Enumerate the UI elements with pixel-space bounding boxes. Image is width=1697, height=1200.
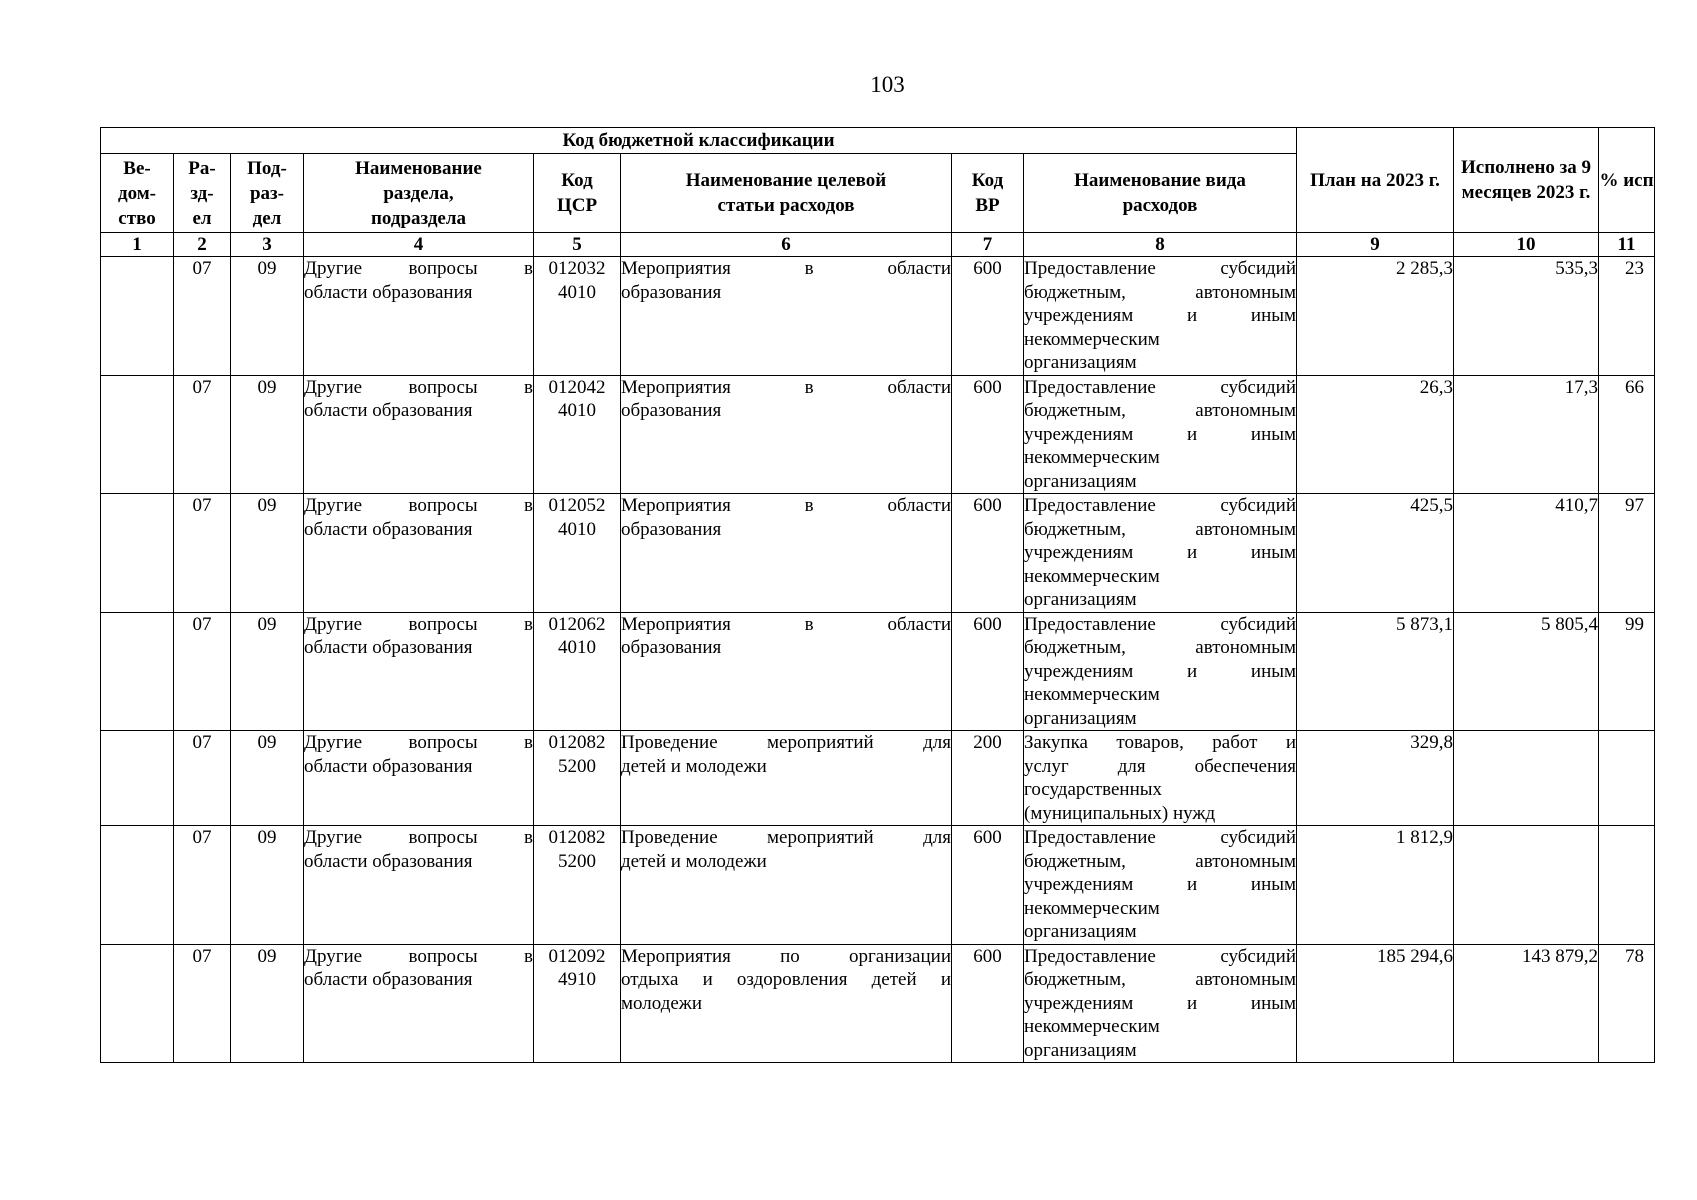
cell-naim-statyi-line: молодежи — [621, 992, 703, 1014]
cell-naim-statyi — [621, 944, 952, 1063]
header-podrazdel: Под- раз- дел — [231, 154, 304, 233]
cell-plan: 425,5 — [1297, 494, 1454, 613]
cell-podrazdel: 09 — [231, 826, 304, 945]
cell-naim-statyi-line: образования — [621, 400, 722, 421]
cell-naim-razdela-line: области образования — [304, 850, 473, 872]
cell-naim-vida — [1024, 612, 1297, 731]
cell-kod-csr-part: 012052 — [548, 495, 606, 516]
header-column-number: 8 — [1024, 233, 1297, 257]
header-naim-vida: Наименование вида расходов — [1024, 154, 1297, 233]
header-kod-vr: Код ВР — [952, 154, 1024, 233]
cell-razdel: 07 — [174, 826, 231, 945]
cell-ispolneno: 5 805,4 — [1454, 612, 1599, 731]
cell-kod-csr-part: 4010 — [558, 400, 596, 421]
cell-naim-vida — [1024, 494, 1297, 613]
cell-pct: 66 — [1599, 375, 1655, 494]
cell-naim-vida-line: учреждениям и иным — [1024, 874, 1297, 895]
cell-naim-razdela — [304, 612, 534, 731]
cell-naim-vida-line: некоммерческим — [1024, 328, 1160, 350]
cell-razdel: 07 — [174, 375, 231, 494]
budget-table — [100, 127, 1655, 1063]
cell-plan: 5 873,1 — [1297, 612, 1454, 731]
cell-razdel: 07 — [174, 944, 231, 1063]
cell-kod-vr: 600 — [952, 612, 1024, 731]
cell-kod-csr-part: 012092 — [548, 945, 606, 967]
cell-plan: 185 294,6 — [1297, 944, 1454, 1063]
cell-naim-vida-line: организациям — [1024, 707, 1137, 729]
cell-kod-csr-part: 5200 — [558, 850, 596, 872]
cell-podrazdel: 09 — [231, 375, 304, 494]
cell-naim-vida-line: Предоставление субсидий — [1024, 376, 1297, 398]
cell-kod-vr: 600 — [952, 826, 1024, 945]
table-row — [101, 375, 1655, 494]
cell-naim-vida-line: Закупка товаров, работ и — [1024, 732, 1297, 753]
cell-naim-statyi — [621, 612, 952, 731]
cell-naim-statyi — [621, 494, 952, 613]
table-row — [101, 257, 1655, 376]
cell-naim-vida-line: организациям — [1024, 470, 1137, 492]
cell-naim-razdela-line: области образования — [304, 518, 473, 540]
table-row — [101, 612, 1655, 731]
cell-ispolneno: 535,3 — [1454, 257, 1599, 376]
cell-naim-razdela-line: области образования — [304, 755, 473, 777]
cell-kod-csr-part: 4010 — [558, 518, 596, 540]
cell-podrazdel: 09 — [231, 731, 304, 826]
cell-pct: 23 — [1599, 257, 1655, 376]
cell-naim-razdela — [304, 826, 534, 945]
cell-naim-vida-line: Предоставление субсидий — [1024, 945, 1297, 967]
cell-naim-razdela-line: Другие вопросы в — [304, 827, 533, 848]
header-column-number: 7 — [952, 233, 1024, 257]
cell-naim-statyi-line: детей и молодежи — [621, 755, 767, 777]
cell-plan: 2 285,3 — [1297, 257, 1454, 376]
cell-naim-razdela-line: Другие вопросы в — [304, 495, 533, 516]
header-vedomstvo: Ве- дом- ство — [101, 154, 174, 233]
cell-kod-vr: 600 — [952, 944, 1024, 1063]
cell-naim-statyi-line: Мероприятия в области — [621, 258, 951, 279]
cell-kod-vr: 200 — [952, 731, 1024, 826]
header-column-number: 1 — [101, 233, 174, 257]
cell-naim-vida-line: некоммерческим — [1024, 897, 1160, 919]
cell-naim-statyi-line: детей и молодежи — [621, 850, 767, 872]
header-naim-statyi: Наименование целевой статьи расходов — [621, 154, 952, 233]
cell-naim-vida-line: бюджетным, автономным — [1024, 637, 1297, 658]
header-kod-csr: Код ЦСР — [534, 154, 621, 233]
header-group-title: Код бюджетной классификации — [101, 128, 1297, 154]
header-column-number: 2 — [174, 233, 231, 257]
cell-naim-razdela-line: Другие вопросы в — [304, 732, 533, 753]
cell-naim-razdela-line: Другие вопросы в — [304, 376, 533, 398]
cell-naim-vida-line: Предоставление субсидий — [1024, 495, 1297, 516]
cell-naim-vida-line: (муниципальных) нужд — [1024, 802, 1216, 824]
cell-ispolneno — [1454, 826, 1599, 945]
cell-kod-csr — [534, 826, 621, 945]
cell-kod-vr: 600 — [952, 257, 1024, 376]
cell-kod-csr — [534, 731, 621, 826]
cell-pct: 99 — [1599, 612, 1655, 731]
cell-vedomstvo — [101, 826, 174, 945]
header-razdel: Ра- зд- ел — [174, 154, 231, 233]
table-row — [101, 731, 1655, 826]
cell-naim-vida-line: некоммерческим — [1024, 447, 1160, 468]
header-column-number: 4 — [304, 233, 534, 257]
cell-naim-statyi-line: отдыха и оздоровления детей и — [621, 969, 951, 990]
cell-naim-statyi-line: Мероприятия по организации — [621, 945, 951, 967]
cell-naim-vida-line: некоммерческим — [1024, 565, 1160, 587]
header-column-number: 9 — [1297, 233, 1454, 257]
cell-naim-vida-line: бюджетным, автономным — [1024, 400, 1297, 421]
cell-naim-razdela-line: области образования — [304, 281, 473, 303]
cell-naim-vida — [1024, 257, 1297, 376]
cell-naim-vida-line: бюджетным, автономным — [1024, 969, 1297, 990]
cell-naim-vida-line: учреждениям и иным — [1024, 660, 1297, 682]
header-plan: План на 2023 г. — [1297, 128, 1454, 233]
cell-kod-csr — [534, 257, 621, 376]
header-pct: % исп — [1599, 128, 1655, 233]
cell-ispolneno: 410,7 — [1454, 494, 1599, 613]
cell-kod-vr: 600 — [952, 494, 1024, 613]
header-naim-razdela: Наименование раздела, подраздела — [304, 154, 534, 233]
cell-kod-csr-part: 012082 — [548, 827, 606, 848]
cell-naim-vida-line: учреждениям и иным — [1024, 542, 1297, 563]
cell-naim-vida — [1024, 731, 1297, 826]
cell-kod-csr — [534, 375, 621, 494]
cell-kod-csr-part: 4010 — [558, 637, 596, 658]
cell-naim-razdela — [304, 731, 534, 826]
cell-kod-csr-part: 012082 — [548, 732, 606, 753]
table-header — [101, 128, 1655, 257]
cell-naim-vida — [1024, 826, 1297, 945]
header-column-number: 10 — [1454, 233, 1599, 257]
cell-naim-vida-line: организациям — [1024, 352, 1137, 373]
cell-plan: 26,3 — [1297, 375, 1454, 494]
cell-razdel: 07 — [174, 612, 231, 731]
cell-naim-vida-line: учреждениям и иным — [1024, 992, 1297, 1014]
cell-naim-vida-line: услуг для обеспечения — [1024, 755, 1297, 777]
cell-naim-vida-line: бюджетным, автономным — [1024, 518, 1297, 540]
cell-podrazdel: 09 — [231, 494, 304, 613]
cell-pct — [1599, 826, 1655, 945]
cell-vedomstvo — [101, 375, 174, 494]
header-column-number: 5 — [534, 233, 621, 257]
cell-naim-vida-line: некоммерческим — [1024, 1016, 1160, 1037]
cell-razdel: 07 — [174, 257, 231, 376]
cell-podrazdel: 09 — [231, 257, 304, 376]
cell-ispolneno: 17,3 — [1454, 375, 1599, 494]
cell-podrazdel: 09 — [231, 612, 304, 731]
cell-pct: 97 — [1599, 494, 1655, 613]
table-row — [101, 826, 1655, 945]
cell-naim-vida-line: бюджетным, автономным — [1024, 850, 1297, 872]
cell-naim-statyi-line: Проведение мероприятий для — [621, 732, 951, 753]
header-column-number: 3 — [231, 233, 304, 257]
cell-naim-razdela-line: области образования — [304, 969, 473, 990]
cell-kod-csr-part: 5200 — [558, 755, 596, 777]
cell-naim-vida-line: учреждениям и иным — [1024, 423, 1297, 445]
cell-vedomstvo — [101, 257, 174, 376]
header-column-number: 6 — [621, 233, 952, 257]
cell-vedomstvo — [101, 731, 174, 826]
cell-kod-csr-part: 4010 — [558, 281, 596, 303]
cell-vedomstvo — [101, 494, 174, 613]
page-number: 103 — [870, 72, 905, 97]
cell-razdel: 07 — [174, 494, 231, 613]
cell-naim-statyi-line: образования — [621, 637, 722, 658]
cell-naim-statyi — [621, 731, 952, 826]
cell-kod-csr — [534, 494, 621, 613]
cell-kod-csr-part: 012042 — [548, 376, 606, 398]
cell-naim-razdela-line: области образования — [304, 637, 473, 658]
cell-naim-vida — [1024, 944, 1297, 1063]
cell-vedomstvo — [101, 612, 174, 731]
cell-ispolneno — [1454, 731, 1599, 826]
cell-kod-csr — [534, 944, 621, 1063]
table-row — [101, 494, 1655, 613]
cell-naim-razdela — [304, 375, 534, 494]
table-body — [101, 257, 1655, 1063]
cell-naim-vida-line: организациям — [1024, 921, 1137, 942]
cell-kod-csr-part: 012062 — [548, 613, 606, 635]
cell-naim-vida-line: организациям — [1024, 1039, 1137, 1061]
cell-naim-statyi-line: образования — [621, 281, 722, 303]
cell-plan: 1 812,9 — [1297, 826, 1454, 945]
cell-naim-razdela-line: Другие вопросы в — [304, 613, 533, 635]
cell-naim-vida-line: организациям — [1024, 589, 1137, 610]
cell-naim-razdela-line: Другие вопросы в — [304, 945, 533, 967]
header-ispolneno: Исполнено за 9 месяцев 2023 г. — [1454, 128, 1599, 233]
cell-pct — [1599, 731, 1655, 826]
cell-naim-vida-line: Предоставление субсидий — [1024, 827, 1297, 848]
cell-naim-vida-line: государственных — [1024, 779, 1163, 800]
cell-naim-statyi-line: Проведение мероприятий для — [621, 827, 951, 848]
cell-razdel: 07 — [174, 731, 231, 826]
cell-naim-vida — [1024, 375, 1297, 494]
cell-naim-razdela — [304, 494, 534, 613]
cell-naim-statyi-line: Мероприятия в области — [621, 495, 951, 516]
cell-kod-csr-part: 4910 — [558, 969, 596, 990]
header-column-number: 11 — [1599, 233, 1655, 257]
cell-kod-csr — [534, 612, 621, 731]
cell-naim-razdela — [304, 257, 534, 376]
cell-kod-csr-part: 012032 — [548, 258, 606, 279]
cell-naim-razdela-line: Другие вопросы в — [304, 258, 533, 279]
cell-naim-razdela — [304, 944, 534, 1063]
cell-naim-statyi-line: Мероприятия в области — [621, 376, 951, 398]
cell-podrazdel: 09 — [231, 944, 304, 1063]
cell-naim-statyi-line: Мероприятия в области — [621, 613, 951, 635]
cell-naim-statyi — [621, 826, 952, 945]
cell-naim-vida-line: бюджетным, автономным — [1024, 281, 1297, 303]
cell-naim-vida-line: некоммерческим — [1024, 684, 1160, 705]
table-row — [101, 944, 1655, 1063]
cell-naim-vida-line: учреждениям и иным — [1024, 305, 1297, 326]
cell-naim-vida-line: Предоставление субсидий — [1024, 258, 1297, 279]
cell-plan: 329,8 — [1297, 731, 1454, 826]
cell-naim-statyi — [621, 257, 952, 376]
cell-kod-vr: 600 — [952, 375, 1024, 494]
cell-naim-statyi — [621, 375, 952, 494]
cell-naim-razdela-line: области образования — [304, 400, 473, 421]
cell-pct: 78 — [1599, 944, 1655, 1063]
cell-naim-statyi-line: образования — [621, 518, 722, 540]
cell-vedomstvo — [101, 944, 174, 1063]
cell-naim-vida-line: Предоставление субсидий — [1024, 613, 1297, 635]
cell-ispolneno: 143 879,2 — [1454, 944, 1599, 1063]
